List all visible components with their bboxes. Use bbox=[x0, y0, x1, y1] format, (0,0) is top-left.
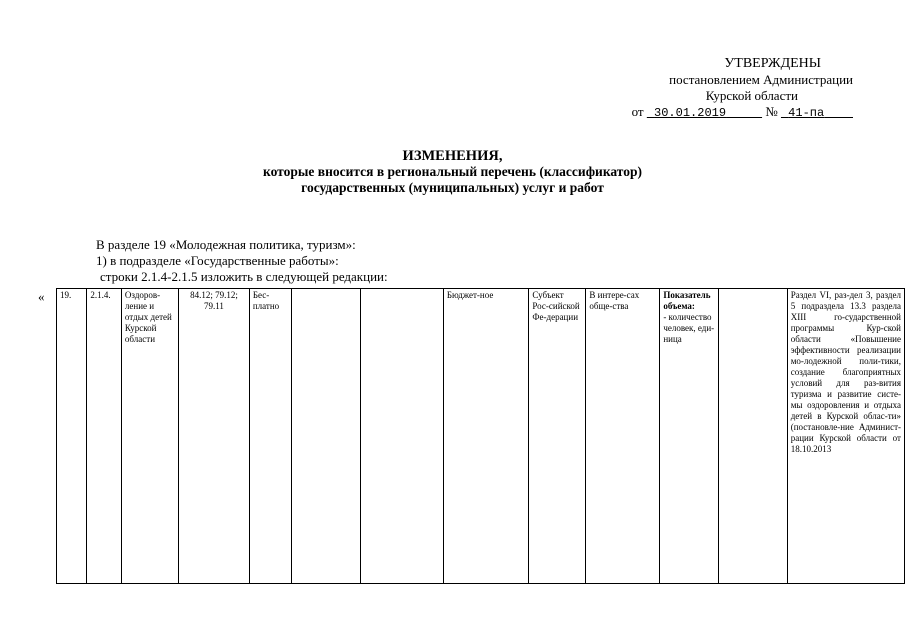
approval-date: 30.01.2019 bbox=[654, 106, 727, 120]
cell-empty-2 bbox=[361, 289, 444, 584]
title-line-1: ИЗМЕНЕНИЯ, bbox=[402, 148, 503, 164]
cell-legal-basis: Раздел VI, раз-дел 3, раздел 5 подраздела 13.3 раздела XIII го-сударственной программы Кур-ской области «Повышение эффективности реализации мо-лодежной поли-тики, создание благоприятных условий для раз-вития туризма и развитие систе-мы оздоровления и отдыха детей в Курской облас-ти» (постановле-ние Админист-рации Курской области от 18.10.2013 bbox=[787, 289, 904, 584]
cell-row-code: 2.1.4. bbox=[87, 289, 122, 584]
cell-okved-codes: 84.12; 79.12; 79.11 bbox=[179, 289, 250, 584]
intro-text bbox=[96, 237, 388, 285]
intro-line-1: В разделе 19 «Молодежная политика, туризм»: bbox=[96, 237, 356, 252]
indicator-value: - количество человек, еди-ница bbox=[663, 312, 715, 344]
approval-number: 41-па bbox=[788, 106, 825, 120]
cell-service-name: Оздоров-ление и отдых детей Курской области bbox=[121, 289, 178, 584]
approval-stamp bbox=[603, 56, 853, 121]
approval-line-2: Курской области bbox=[705, 88, 798, 103]
approval-heading: УТВЕРЖДЕНЫ bbox=[724, 56, 821, 71]
cell-payment: Бес-платно bbox=[249, 289, 292, 584]
cell-empty-1 bbox=[292, 289, 361, 584]
title-line-3: государственных (муниципальных) услуг и работ bbox=[301, 180, 604, 195]
cell-institution-type: Бюджет-ное bbox=[443, 289, 529, 584]
indicator-heading: Показатель объема: bbox=[663, 290, 711, 311]
cell-authority: Субъект Рос-сийской Фе-дерации bbox=[529, 289, 586, 584]
document-title bbox=[0, 148, 905, 196]
number-prefix: № bbox=[765, 104, 778, 119]
cell-indicator bbox=[660, 289, 719, 584]
intro-line-2: 1) в подразделе «Государственные работы»: bbox=[96, 253, 339, 268]
table-row bbox=[57, 289, 905, 584]
classifier-table bbox=[56, 288, 905, 584]
approval-date-line bbox=[603, 104, 853, 121]
cell-empty-3 bbox=[719, 289, 788, 584]
cell-section-number: 19. bbox=[57, 289, 87, 584]
intro-line-3: строки 2.1.4-2.1.5 изложить в следующей редакции: bbox=[100, 269, 388, 284]
date-prefix: от bbox=[631, 104, 644, 119]
cell-consumers: В интере-сах обще-ства bbox=[586, 289, 660, 584]
opening-quote: « bbox=[38, 289, 45, 304]
title-line-2: которые вносится в региональный перечень (классификатор) bbox=[263, 164, 642, 179]
approval-line-1: постановлением Администрации bbox=[669, 72, 853, 87]
